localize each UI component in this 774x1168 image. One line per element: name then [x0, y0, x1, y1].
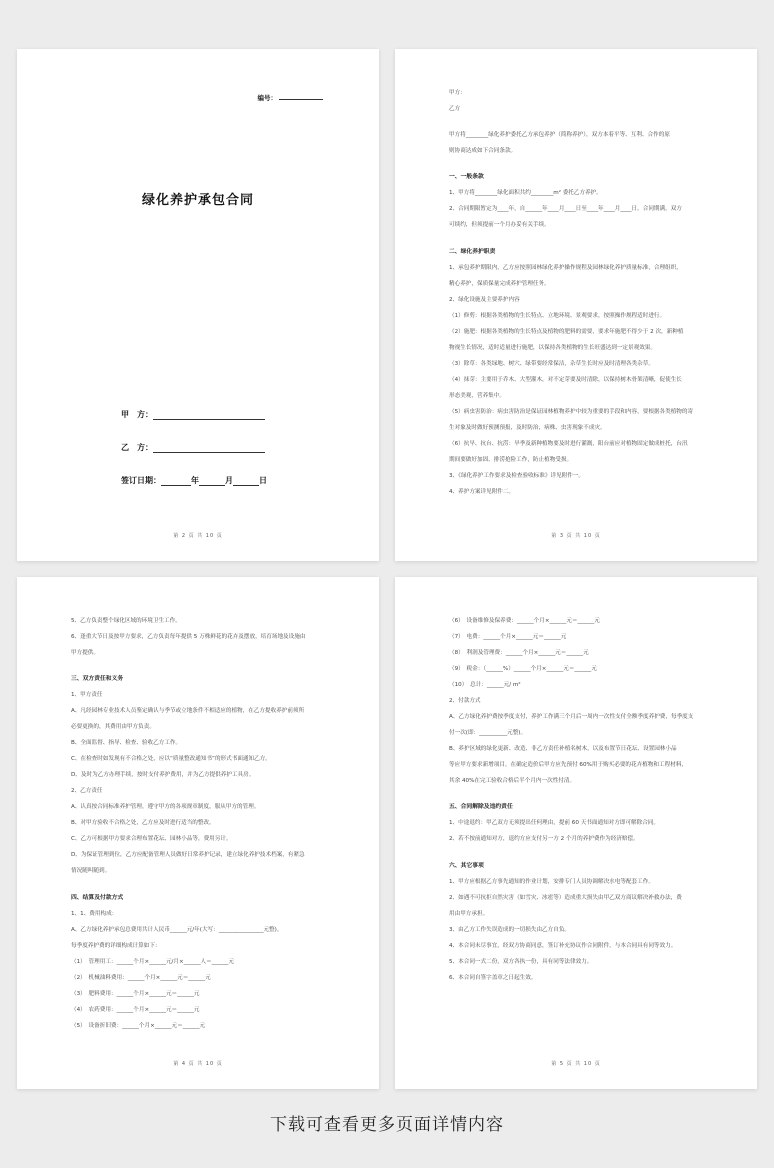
document-page-3	[395, 49, 757, 561]
paragraph-line: 形态美观，营养集中。	[449, 392, 505, 399]
paragraph-line: 可续约，但须提前一个月办妥有关手续。	[449, 222, 550, 229]
month-label: 月	[225, 476, 233, 485]
paragraph-line: 精心养护，保质保量完成养护管理任务。	[449, 280, 550, 287]
paragraph-line: （7） 电费：______个月×______元＝______元	[449, 634, 567, 640]
document-page-5	[395, 577, 757, 1089]
paragraph-line: 甲方：	[449, 90, 466, 96]
paragraph-line: 1、甲方将________绿化面积共约________m² 委托乙方养护。	[449, 190, 602, 197]
sign-date-label: 签订日期：	[121, 476, 161, 485]
paragraph-line: 甲方提供。	[71, 650, 99, 656]
day-line	[233, 477, 259, 486]
paragraph-line: C、乙方可根据甲方要求合理布置花坛、园林小品等，费用另计。	[71, 836, 232, 843]
paragraph-line: 其余 40%在完工验收合格后半个月内一次性付清。	[449, 778, 576, 784]
section-heading: 六、其它事项	[449, 862, 484, 869]
party-b-label: 乙 方：	[121, 443, 153, 452]
paragraph-line: 生对象及时做好预测预报，及时防治，病株、虫害现象不成灾。	[449, 424, 606, 431]
contract-number	[258, 93, 324, 102]
paragraph-line: 乙方	[449, 106, 461, 112]
party-b-field	[121, 442, 265, 453]
party-a-label: 甲 方：	[121, 410, 153, 419]
paragraph-line: 每季度养护费的详细构成计算如下：	[71, 942, 161, 949]
paragraph-line: （4） 农药费用：______个月×______元＝______元	[71, 1006, 200, 1013]
page-footer: 第 5 页 共 10 页	[551, 1061, 601, 1067]
document-page-cover	[17, 49, 379, 561]
paragraph-line: 3、由乙方工作失误造成的一切损失由乙方自负。	[449, 926, 571, 933]
paragraph-line: 期间要做好加固、排涝抢险工作，防止植物受损。	[449, 456, 573, 463]
paragraph-line: C、在检查时如发现有不合格之处，应以“质量整改通知书”的形式书面通知乙方。	[71, 756, 271, 763]
paragraph-line: 1、承包养护期限内，乙方应按照园林绿化养护操作规程及园林绿化养护质量标准，合理组织，	[449, 264, 682, 271]
paragraph-line: 2、合同期限暂定为____年，自______年____月____日至____年____月____日。合同期满，双方	[449, 206, 682, 213]
contract-number-line	[279, 99, 323, 100]
paragraph-line: A、乙方绿化养护费按季度支付，养护工作满三个月后一周内一次性支付全额季度养护费，每季度支	[449, 714, 694, 720]
paragraph-line: 5、本合同一式二份，双方各执一份，具有同等法律效力。	[449, 958, 593, 965]
party-a-line	[153, 411, 265, 420]
sign-date-field	[121, 475, 267, 486]
paragraph-line: （3） 肥料费用：______个月×______元＝______元	[71, 990, 200, 997]
month-line	[199, 477, 225, 486]
paragraph-line: 2、如遇不可抗拒自然灾害（如雪灾、冰雹等）造成重大损失由甲乙双方商议解决补救办法，费	[449, 894, 682, 901]
paragraph-line: （1） 管理用工：______个月×______元/月×______人＝______元	[71, 958, 235, 965]
paragraph-line: 用由甲方承担。	[449, 910, 489, 917]
paragraph-line: 1、甲方责任	[71, 692, 103, 699]
paragraph-line: （8） 利润及管理费：______个月×______元＝______元	[449, 650, 589, 656]
paragraph-line: 3、《绿化养护工作要求及检查验收标准》详见附件一。	[449, 472, 585, 479]
paragraph-line: 4、本合同未尽事宜，经双方协商同意，签订补充协议作合同附件，与本合同具有同等效力。	[449, 942, 677, 949]
section-heading: 五、合同解除及违约责任	[449, 804, 513, 811]
section-heading: 三、双方责任和义务	[71, 676, 124, 683]
contract-title: 绿化养护承包合同	[141, 193, 254, 208]
year-line	[161, 477, 191, 486]
section-heading: 四、结算及付款方式	[71, 894, 124, 901]
page-footer: 第 2 页 共 10 页	[173, 533, 223, 539]
page-footer: 第 4 页 共 10 页	[173, 1061, 223, 1067]
paragraph-line: B、养护区域的绿化更新、改造、非乙方责任补植名树木，以及布置节日花坛、设置园林小品	[449, 746, 677, 752]
paragraph-line: 6、逢重大节日及按甲方要求，乙方负责每年提供 5 万株鲜花的花卉及摆放，培育场地及设施由	[71, 634, 306, 640]
blank-line	[449, 121, 715, 131]
paragraph-line: 必要更换的，其费用由甲方负责。	[71, 724, 155, 731]
page-body	[449, 89, 715, 504]
paragraph-line: 1、甲方应根据乙方事先通知的作业计划，安排专门人员协调解决水电等配套工作。	[449, 878, 654, 885]
section-heading: 一、一般条款	[449, 174, 484, 181]
paragraph-line: A、乙方绿化养护承包总费用共计人民币______元/年(大写：________________元整)。	[71, 926, 283, 933]
party-a-field	[121, 409, 265, 420]
party-b-line	[153, 444, 265, 453]
paragraph-line: （6）抗旱、抗台、抗涝：旱季及新种植物要及时进行灌溉，阳台前应对植物固定做成桩托，台汛	[449, 440, 688, 447]
paragraph-line: （9） 税金：（______%）______个月×______元＝______元	[449, 666, 597, 672]
paragraph-line: B、全面监督、指导、检查、验收乙方工作。	[71, 740, 182, 747]
paragraph-line: 则协商达成如下合同条款。	[449, 148, 517, 154]
year-label: 年	[191, 476, 199, 485]
paragraph-line: B、对甲方验收不合格之处，乙方应及时进行适当的整改。	[71, 820, 215, 827]
paragraph-line: 2、绿化设施及主要养护内容	[449, 296, 520, 303]
paragraph-line: （5）病虫害防治：病虫害防治是保证园林植物养护中较为重要的手段和内容，要根据各类植物的寄	[449, 408, 694, 415]
paragraph-line: 1、1、费用构成：	[71, 910, 118, 917]
paragraph-line: 2、付款方式	[449, 698, 481, 704]
paragraph-line: 付一次(即：__________元整)。	[449, 730, 527, 736]
page-body	[449, 617, 715, 990]
paragraph-line: D、及时为乙方办理手续，按时支付养护费用，并为乙方提供养护工具房。	[71, 772, 255, 779]
paragraph-line: A、凡经园林专业技术人员鉴定确认与季节或立地条件不相适应的植物，在乙方提收养护前须所	[71, 708, 305, 715]
day-label: 日	[259, 476, 267, 485]
paragraph-line: （6） 设备维修及保养费：______个月×______元＝______元	[449, 618, 600, 624]
paragraph-line: 5、乙方负责整个绿化区域的环境卫生工作。	[71, 618, 181, 624]
paragraph-line: （10） 总计：______元/ m²	[449, 682, 521, 688]
paragraph-line: （2） 机械油料费用：______个月×______元＝______元	[71, 974, 211, 981]
paragraph-line: 情况随叫随到。	[71, 868, 111, 875]
paragraph-line: （3）除草：各类绿地、树穴、绿带要经常保洁，杂草生长时应及时清理各类杂草。	[449, 360, 654, 367]
download-caption: 下载可查看更多页面详情内容	[270, 1115, 504, 1135]
page-footer: 第 3 页 共 10 页	[551, 533, 601, 539]
paragraph-line: A、认真按合同标准养护管理，遵守甲方的各项规章制度，服从甲方的管理。	[71, 804, 260, 811]
paragraph-line: 6、本合同自签字盖章之日起生效。	[449, 974, 537, 981]
paragraph-line: 2、若不按前通知对方，退约方应支付另一方 2 个月的养护费作为经济赔偿。	[449, 836, 639, 843]
paragraph-line: （2）施肥：根据各类植物的生长特点及植物的肥料的需要，要求年施肥不得少于 2 次，新种植	[449, 328, 684, 335]
document-page-4	[17, 577, 379, 1089]
paragraph-line: 甲方将________绿化养护委托乙方承包养护（简称养护），双方本着平等、互利、合作的原	[449, 132, 670, 138]
paragraph-line: 物视生长情况，适时适量进行施肥，以保持各类植物的生长旺盛达到一定景观效果。	[449, 344, 656, 351]
section-heading: 二、绿化养护职责	[449, 248, 496, 255]
paragraph-line: 1、中途退约：甲乙双方无须提出任何理由，提前 60 天书面通知对方即可解除合同。	[449, 820, 660, 827]
paragraph-line: 2、乙方责任	[71, 788, 103, 795]
paragraph-line: （4）抹芽：主要用于乔木、大型灌木，对不定芽要及时清除，以保持树木骨架清晰，促使生长	[449, 376, 682, 383]
paragraph-line: D、为保证管理到位，乙方应配备管理人员做好日常养护记录，建立绿化养护技术档案，有紧急	[71, 852, 305, 859]
paragraph-line: （5） 设备折旧费：______个月×______元＝______元	[71, 1022, 206, 1029]
contract-number-label: 编号：	[257, 94, 277, 102]
page-body	[71, 617, 337, 1038]
paragraph-line: （1）修剪：根据各类植物的生长特点、立地环境、景观要求，按照操作规程适时进行。	[449, 312, 666, 319]
paragraph-line: 等应甲方要求新增项目，在确定造价后甲方应先预付 60%用于购买必要的花卉植物和工程材料，	[449, 762, 687, 768]
paragraph-line: 4、养护方案详见附件二。	[449, 488, 515, 495]
